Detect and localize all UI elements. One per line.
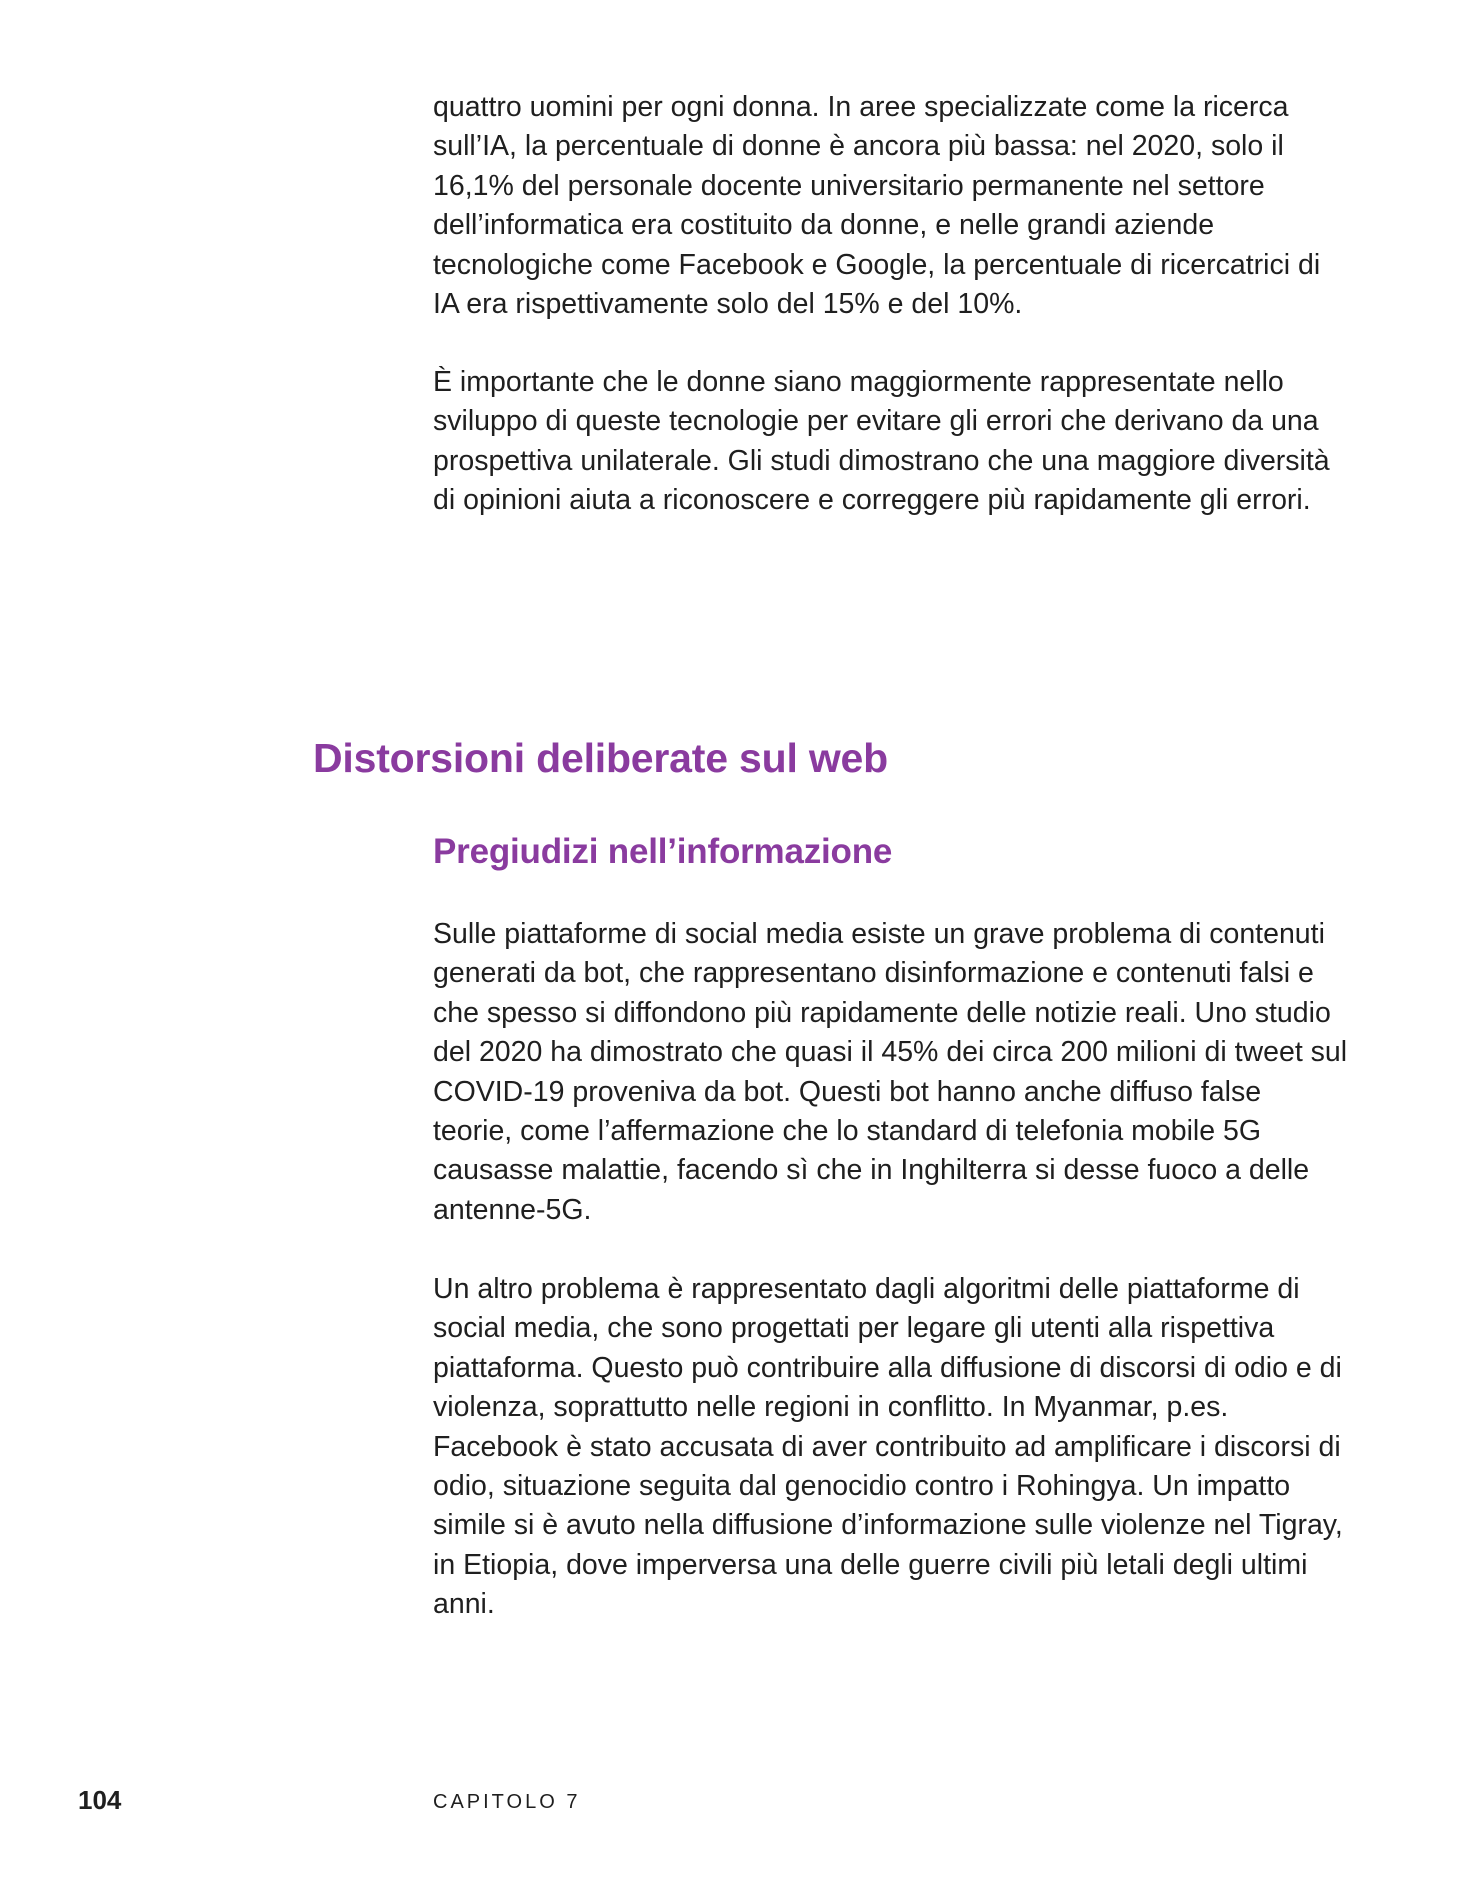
body-paragraph (433, 915, 1348, 1230)
section-heading: Distorsioni deliberate sul web (313, 735, 888, 781)
paragraph-text: È importante che le donne siano maggiormente rappresentate nello sviluppo di queste tecnologie per evitare gli errori che derivano da una prospettiva unilaterale. Gli studi dimostrano che una maggiore diversità di opinioni aiuta a riconoscere e correggere più rapidamente gli errori. (433, 366, 1330, 517)
paragraph-text: quattro uomini per ogni donna. In aree specializzate come la ricerca sull’IA, la percentuale di donne è ancora più bassa: nel 2020, solo il 16,1% del personale docente universitario permanente nel settore dell’informatica era costituito da donne, e nelle grandi aziende tecnologiche come Facebook e Google, la percentuale di ricercatrici di IA era rispettivamente solo del 15% e del 10%. (433, 91, 1321, 321)
chapter-label: CAPITOLO 7 (433, 1791, 581, 1813)
body-paragraph (433, 363, 1348, 521)
body-paragraph (433, 1270, 1348, 1625)
subsection-heading: Pregiudizi nell’informazione (433, 832, 893, 871)
paragraph-text: Sulle piattaforme di social media esiste un grave problema di contenuti generati da bot, che rappresentano disinformazione e contenuti falsi e che spesso si diffondono più rapidamente delle notizie reali. Uno studio del 2020 ha dimostrato che quasi il 45% dei circa 200 milioni di tweet sul COVID-19 proveniva da bot. Questi bot hanno anche diffuso false teorie, come l’affermazione che lo standard di telefonia mobile 5G causasse malattie, facendo sì che in Inghilterra si desse fuoco a delle antenne-5G. (433, 918, 1348, 1226)
body-paragraph (433, 88, 1348, 324)
page-number: 104 (78, 1785, 122, 1815)
paragraph-text: Un altro problema è rappresentato dagli algoritmi delle piattaforme di social media, che sono progettati per legare gli utenti alla rispettiva piattaforma. Questo può contribuire alla diffusione di discorsi di odio e di violenza, soprattutto nelle regioni in conflitto. In Myanmar, p.es. Facebook è stato accusata di aver contribuito ad amplificare i discorsi di odio, situazione seguita dal genocidio contro i Rohingya. Un impatto simile si è avuto nella diffusione d’informazione sulle violenze nel Tigray, in Etiopia, dove imperversa una delle guerre civili più letali degli ultimi anni. (433, 1273, 1343, 1621)
